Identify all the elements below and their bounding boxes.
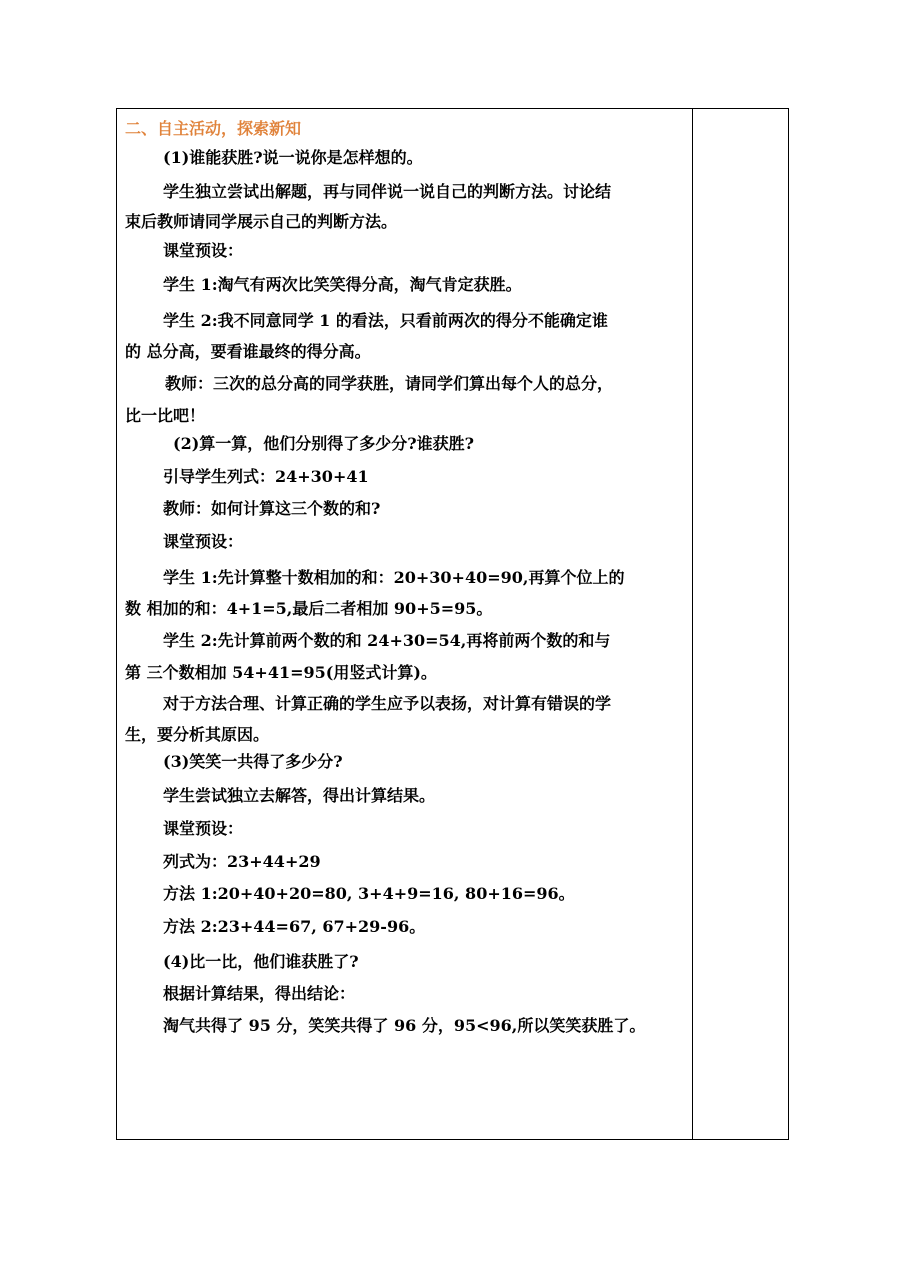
paragraph-line: 学生 1:淘气有两次比笑笑得分高，淘气肯定获胜。 <box>163 275 522 294</box>
preset-label: 课堂预设： <box>163 241 244 260</box>
paragraph-line: 对于方法合理、计算正确的学生应予以表扬，对计算有错误的学 <box>163 694 612 713</box>
question-2: (2)算一算，他们分别得了多少分?谁获胜? <box>173 434 475 453</box>
paragraph-line: 学生 2:我不同意同学 1 的看法，只看前两次的得分不能确定谁 <box>163 311 608 330</box>
paragraph-line: 方法 2:23+44=67, 67+29-96。 <box>163 917 426 936</box>
paragraph-line: 数 相加的和：4+1=5,最后二者相加 90+5=95。 <box>125 599 493 618</box>
paragraph-line: 引导学生列式：24+30+41 <box>163 467 369 486</box>
paragraph-line: 第 三个数相加 54+41=95(用竖式计算)。 <box>125 663 437 682</box>
content-cell <box>117 109 692 1139</box>
paragraph-line: 方法 1:20+40+20=80, 3+4+9=16, 80+16=96。 <box>163 884 575 903</box>
paragraph-line: 教师：如何计算这三个数的和? <box>163 499 381 518</box>
preset-label: 课堂预设： <box>163 819 244 838</box>
paragraph-line: 列式为：23+44+29 <box>163 852 321 871</box>
paragraph-line: 教师：三次的总分高的同学获胜，请同学们算出每个人的总分， <box>165 374 614 393</box>
paragraph-line: 学生尝试独立去解答，得出计算结果。 <box>163 786 436 805</box>
question-3: (3)笑笑一共得了多少分? <box>163 752 343 771</box>
paragraph-line: 比一比吧！ <box>125 406 206 425</box>
paragraph-line: 学生独立尝试出解题，再与同伴说一说自己的判断方法。讨论结 <box>163 182 612 201</box>
notes-cell <box>693 109 788 1139</box>
paragraph-line: 束后教师请同学展示自己的判断方法。 <box>125 212 398 231</box>
paragraph-line: 学生 2:先计算前两个数的和 24+30=54,再将前两个数的和与 <box>163 631 611 650</box>
question-1: (1)谁能获胜?说一说你是怎样想的。 <box>163 148 423 167</box>
lesson-table <box>116 108 789 1140</box>
preset-label: 课堂预设： <box>163 532 244 551</box>
section-heading: 二、自主活动，探索新知 <box>125 119 302 138</box>
paragraph-line: 生，要分析其原因。 <box>125 725 270 744</box>
conclusion-line: 淘气共得了 95 分，笑笑共得了 96 分，95<96,所以笑笑获胜了。 <box>163 1016 646 1035</box>
paragraph-line: 根据计算结果，得出结论： <box>163 984 356 1003</box>
paragraph-line: 的 总分高，要看谁最终的得分高。 <box>125 342 371 361</box>
paragraph-line: 学生 1:先计算整十数相加的和：20+30+40=90,再算个位上的 <box>163 568 625 587</box>
question-4: (4)比一比，他们谁获胜了? <box>163 952 359 971</box>
